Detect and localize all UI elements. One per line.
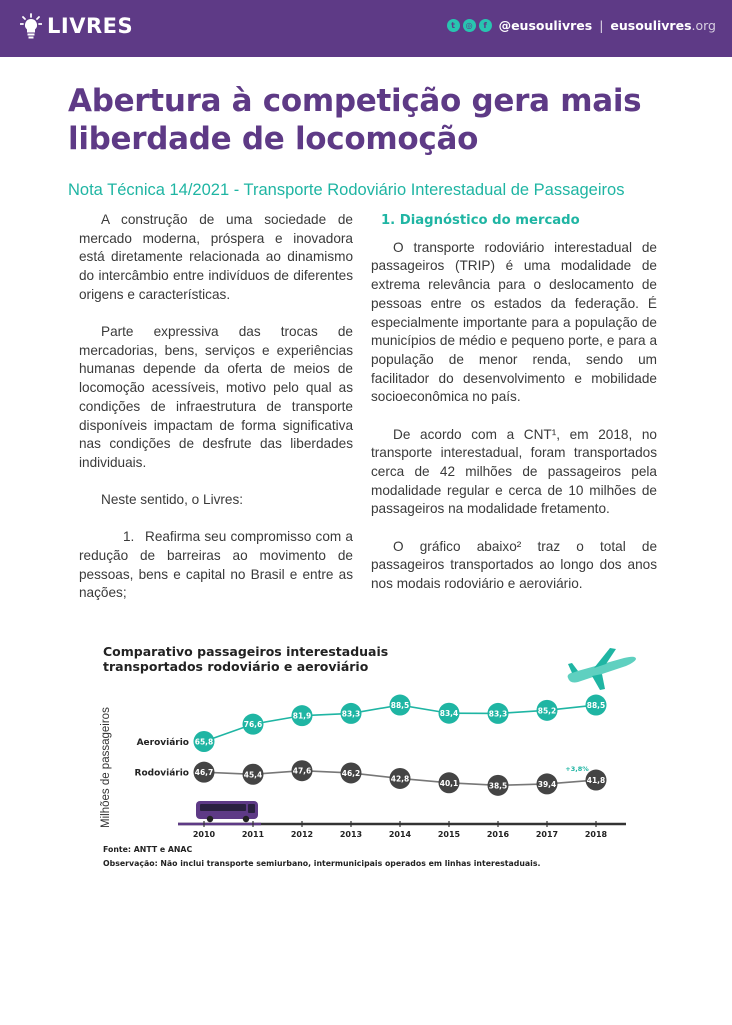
facebook-icon[interactable]: f	[479, 19, 492, 32]
chart-y-axis-label: Milhões de passageiros	[100, 707, 112, 828]
social-links	[447, 16, 716, 34]
page-subtitle: Nota Técnica 14/2021 - Transporte Rodoviário Interestadual de Passageiros	[68, 181, 625, 199]
x-tick-label: 2018	[584, 830, 608, 839]
series-name-label: Aeroviário	[136, 738, 189, 748]
data-label: 42,8	[390, 774, 410, 784]
data-label: 81,9	[292, 711, 312, 721]
data-label: 88,5	[586, 701, 606, 711]
paragraph: De acordo com a CNT¹, em 2018, no transporte interestadual, foram transportados cerca de 42 milhões de passageiros pela modalidade regular e cerca de 10 milhões de passageiros na modalidade fretamento.	[371, 426, 657, 517]
data-label: 40,1	[439, 778, 459, 788]
title-line-2: liberdade de locomoção	[68, 121, 479, 157]
chart-source: Fonte: ANTT e ANAC	[103, 845, 193, 854]
data-label: 47,6	[292, 766, 312, 776]
chart-note: Observação: Não inclui transporte semiurbano, intermunicipais operados em linhas interestaduais.	[103, 859, 541, 868]
section-heading: 1. Diagnóstico do mercado	[381, 213, 580, 228]
website-link[interactable]	[610, 18, 716, 33]
header-bar	[0, 0, 732, 57]
social-handle[interactable]: @eusoulivres	[498, 17, 593, 33]
left-column	[79, 211, 353, 622]
data-label: 45,4	[243, 770, 263, 780]
x-tick-label: 2010	[192, 830, 216, 839]
data-label: 39,4	[537, 779, 557, 789]
chart-svg	[96, 638, 641, 878]
twitter-icon[interactable]: t	[447, 19, 460, 32]
paragraph: Neste sentido, o Livres:	[101, 492, 244, 508]
x-tick-label: 2016	[486, 830, 510, 839]
data-label: 46,7	[194, 768, 214, 778]
lightbulb-icon	[20, 13, 42, 39]
paragraph: O transporte rodoviário interestadual de passageiros (TRIP) é uma modalidade de extrema relevância para o deslocamento de pessoas entre os estados da federação. É especialmente importante para a população de municípios de médio e pequeno porte, e para a população de menor renda, sendo um facilitador do desenvolvimento e mobilidade socioeconômica no país.	[371, 239, 657, 405]
list-item	[79, 528, 353, 603]
growth-annotation: +3,8%	[565, 765, 589, 774]
separator: |	[599, 17, 604, 33]
x-tick-label: 2012	[290, 830, 314, 839]
x-tick-label: 2015	[437, 830, 461, 839]
website-tld: .org	[691, 17, 716, 33]
instagram-icon[interactable]: ◎	[463, 19, 476, 32]
data-label: 41,8	[586, 776, 606, 786]
data-label: 85,2	[537, 706, 557, 716]
bus-icon	[196, 801, 258, 822]
chart	[96, 638, 641, 878]
chart-title-line-2: transportados rodoviário e aeroviário	[103, 659, 369, 674]
brand-logo[interactable]	[20, 11, 133, 41]
paragraph: Parte expressiva das trocas de mercadorias, bens, serviços e experiências humanas depende da oferta de meios de locomoção acessíveis, motivo pelo qual as condições de infraestrutura de transporte disponíveis impactam de forma significativa nas condições de desfrute das liberdades individuais.	[79, 324, 353, 470]
x-tick-label: 2013	[339, 830, 363, 839]
data-label: 76,6	[243, 720, 263, 730]
series-name-label: Rodoviário	[134, 768, 189, 779]
data-label: 46,2	[341, 768, 361, 778]
title-line-1: Abertura à competição gera mais	[68, 83, 642, 119]
x-tick-label: 2014	[388, 830, 412, 839]
x-tick-label: 2017	[535, 830, 559, 839]
chart-title-line-1: Comparativo passageiros interestaduais	[103, 644, 389, 659]
airplane-icon	[568, 648, 636, 690]
website-name: eusoulivres	[610, 17, 692, 33]
data-label: 88,5	[390, 701, 410, 711]
data-label: 83,3	[488, 709, 508, 719]
data-label: 83,3	[341, 709, 361, 719]
paragraph: A construção de uma sociedade de mercado moderna, próspera e inovadora está diretamente relacionada ao dinamismo do intercâmbio entre indivíduos de diferentes origens e características.	[79, 212, 353, 302]
list-number: 1.	[123, 529, 135, 545]
x-tick-label: 2011	[241, 830, 265, 839]
data-label: 65,8	[194, 737, 214, 747]
brand-name: LIVRES	[47, 14, 134, 38]
list-text: Reafirma seu compromisso com a redução de barreiras ao movimento de pessoas, bens e capital no Brasil e entre as nações;	[79, 529, 353, 601]
page-title	[68, 82, 688, 158]
paragraph: O gráfico abaixo² traz o total de passageiros transportados ao longo dos anos nos modais rodoviário e aeroviário.	[371, 538, 657, 591]
right-column	[371, 211, 657, 612]
data-label: 38,5	[488, 781, 508, 791]
data-label: 83,4	[439, 709, 459, 719]
